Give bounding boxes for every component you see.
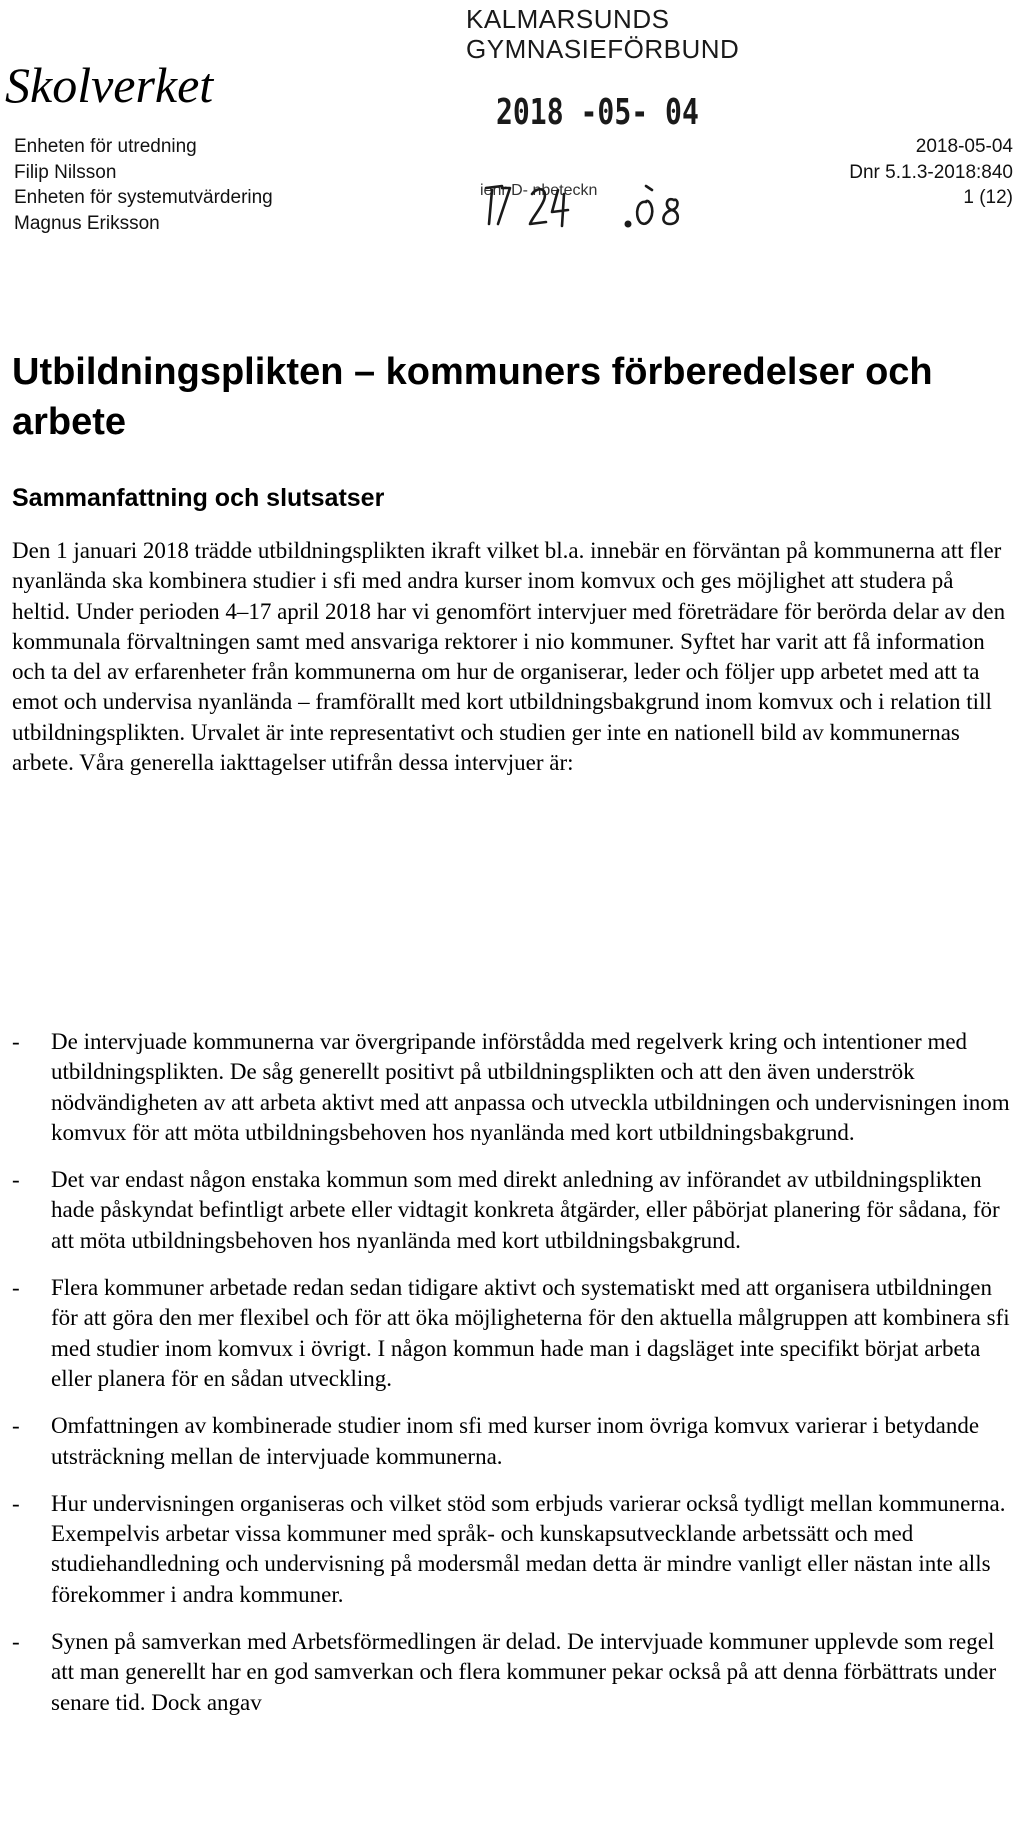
bullet-marker: - — [12, 1490, 20, 1516]
receipt-stamp-fields: ienr D- nbeteckn — [480, 182, 598, 199]
list-item-text: Synen på samverkan med Arbetsförmedlingen är delad. De intervjuade kommuner upplevde som regel att man generellt har en god samverkan och flera kommuner pekar också på att denna förbättrats under senare tid. Dock angav — [51, 1629, 997, 1715]
receipt-stamp-date: 2018 -05- 04 — [496, 92, 699, 133]
list-item — [12, 1027, 1014, 1148]
skolverket-logo: Skolverket — [5, 57, 214, 113]
document-date: 2018-05-04 — [915, 136, 1013, 157]
bullet-marker: - — [12, 1413, 20, 1439]
list-item — [12, 1411, 1014, 1472]
list-item-text: Hur undervisningen organiseras och vilket stöd som erbjuds varierar också tydligt mellan kommunerna. Exempelvis arbetar vissa kommuner med språk- och kunskapsutvecklande arbetssätt och med studiehandledning och undervisning på modersmål medan detta är mindre vanligt eller nästan inte alls förekommer i andra kommuner. — [51, 1490, 1006, 1607]
handwritten-registration-number — [480, 180, 720, 240]
list-item-text: De intervjuade kommunerna var övergripande införstådda med regelverk kring och intentioner med utbildningsplikten. De såg generellt positivt på utbildningsplikten och att den även underströk nödvändigheten av att arbeta aktivt med att anpassa och utveckla utbildningen och undervisningen inom komvux för att möta utbildningsbehoven hos nyanlända med kort utbildningsbakgrund. — [51, 1029, 1010, 1145]
document-meta — [849, 134, 1013, 211]
sender-unit-2: Enheten för systemutvärdering — [14, 187, 273, 208]
intro-paragraph: Den 1 januari 2018 trädde utbildningsplikten ikraft vilket bl.a. innebär en förväntan på kommunerna att fler nyanlända ska kombinera studier i sfi med andra kurser inom komvux och ges möjlighet att studera på heltid. Under perioden 4–17 april 2018 har vi genomfört intervjuer med företrädare för berörda delar av den kommunala förvaltningen samt med ansvariga rektorer i nio kommuner. Syftet har varit att få information och ta del av erfarenheter från kommunerna om hur de organiserar, leder och följer upp arbetet med att ta emot och undervisa nyanlända – framförallt med kort utbildningsbakgrund inom komvux och i relation till utbildningsplikten. Urvalet är inte representativt och studien ger inte en nationell bild av kommunernas arbete. Våra generella iakttagelser utifrån dessa intervjuer är: — [12, 538, 1006, 776]
section-heading: Sammanfattning och slutsatser — [12, 484, 385, 512]
bullet-marker: - — [12, 1029, 20, 1054]
bullet-marker: - — [12, 1629, 20, 1655]
list-item — [12, 1489, 1014, 1610]
list-item — [12, 1273, 1014, 1394]
bullet-marker: - — [12, 1275, 20, 1301]
bullet-marker: - — [12, 1167, 20, 1193]
sender-info — [14, 134, 273, 236]
sender-unit-1: Enheten för utredning — [14, 136, 197, 157]
document-dnr: Dnr 5.1.3-2018:840 — [849, 161, 1013, 183]
findings-list — [12, 1027, 1014, 1735]
stamp-org-line-1: KALMARSUNDS — [466, 4, 670, 34]
list-item — [12, 1627, 1014, 1718]
receipt-stamp-org — [466, 4, 739, 64]
sender-name-2: Magnus Eriksson — [14, 212, 160, 234]
sender-name-1: Filip Nilsson — [14, 161, 117, 183]
list-item — [12, 1165, 1014, 1256]
list-item-text: Det var endast någon enstaka kommun som med direkt anledning av införandet av utbildningsplikten hade påskyndat befintligt arbete eller vidtagit konkreta åtgärder, eller påbörjat planering för sådana, för att möta utbildningsbehoven hos nyanlända med kort utbildningsbakgrund. — [51, 1167, 1000, 1253]
list-item-text: Flera kommuner arbetade redan sedan tidigare aktivt och systematiskt med att organisera utbildningen för att göra den mer flexibel och för att öka möjligheterna för den aktuella målgruppen att kombinera sfi med studier inom komvux i övrigt. I någon kommun hade man i dagsläget inte specifikt börjat arbeta eller planera för en sådan utveckling. — [51, 1275, 1010, 1391]
page-number: 1 (12) — [963, 187, 1013, 208]
list-item-text: Omfattningen av kombinerade studier inom sfi med kurser inom övriga komvux varierar i betydande utsträckning mellan de intervjuade kommunerna. — [51, 1413, 980, 1469]
document-title: Utbildningsplikten – kommuners förberedelser och arbete — [12, 351, 933, 443]
stamp-org-line-2: GYMNASIEFÖRBUND — [466, 34, 740, 64]
